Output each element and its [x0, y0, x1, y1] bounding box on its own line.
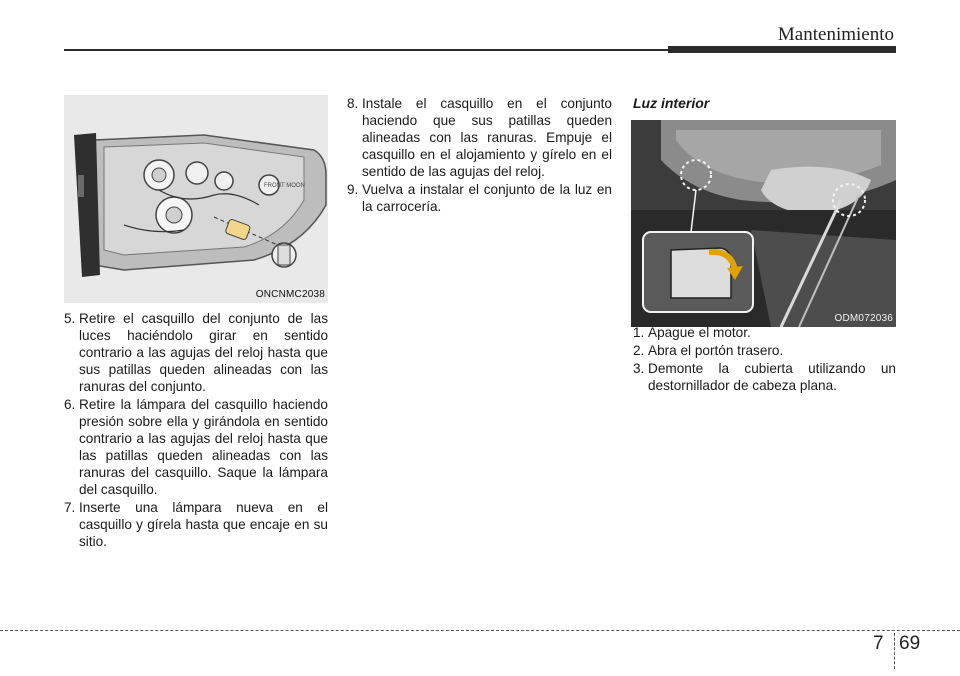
page-number: 69 [899, 633, 921, 654]
step-number: 8. [347, 96, 359, 111]
step-item [347, 95, 612, 180]
step-text: Apague el motor. [648, 325, 751, 340]
step-text: Abra el portón trasero. [648, 343, 784, 358]
step-number: 9. [347, 182, 359, 197]
column-3 [633, 95, 896, 395]
header-rule-thick [668, 46, 896, 53]
step-text: Instale el casquillo en el conjunto haciendo que sus patillas queden alineadas con las ranuras. Empuje el casquillo en el alojamiento y gírelo en el sentido de las agujas del reloj. [362, 96, 612, 179]
step-number: 3. [633, 361, 645, 376]
column-2 [347, 95, 612, 216]
step-number: 5. [64, 311, 76, 326]
step-item [64, 499, 328, 550]
figure-code: ODM072036 [834, 313, 893, 324]
step-text: Retire la lámpara del casquillo haciendo presión sobre ella y girándola en sentido contrario a las agujas del reloj hasta que las patillas queden alineadas con las ranuras del casquillo. Saque la lámpara del casquillo. [79, 397, 328, 497]
subheading: Luz interior [633, 95, 710, 111]
footer-rule [0, 630, 960, 631]
step-text: Inserte una lámpara nueva en el casquillo y gírela hasta que encaje en su sitio. [79, 500, 328, 549]
section-title: Mantenimiento [777, 24, 894, 45]
step-item [347, 181, 612, 215]
step-item [64, 310, 328, 395]
step-list [633, 324, 896, 394]
step-number: 2. [633, 343, 645, 358]
step-text: Vuelva a instalar el conjunto de la luz en la carrocería. [362, 182, 612, 214]
housing-label: FRONT MOON [264, 183, 305, 189]
tail-lamp-figure [64, 95, 328, 303]
step-number: 6. [64, 397, 76, 412]
tail-lamp-illustration [64, 95, 328, 303]
step-number: 1. [633, 325, 645, 340]
step-list [347, 95, 612, 215]
step-item [633, 342, 896, 359]
step-item [633, 324, 896, 341]
figure-code: ONCNMC2038 [255, 289, 325, 300]
step-text: Demonte la cubierta utilizando un destornillador de cabeza plana. [648, 361, 896, 393]
step-item [64, 396, 328, 498]
step-text: Retire el casquillo del conjunto de las luces haciéndolo girar en sentido contrario a las agujas del reloj hasta que sus patillas queden alineadas con las ranuras del conjunto. [79, 311, 328, 394]
header-rule-thin [64, 49, 672, 51]
step-item [633, 360, 896, 394]
step-list [64, 310, 328, 550]
step-number: 7. [64, 500, 76, 515]
page-number-separator [894, 633, 895, 669]
chapter-number: 7 [873, 633, 884, 654]
column-1 [64, 310, 328, 551]
